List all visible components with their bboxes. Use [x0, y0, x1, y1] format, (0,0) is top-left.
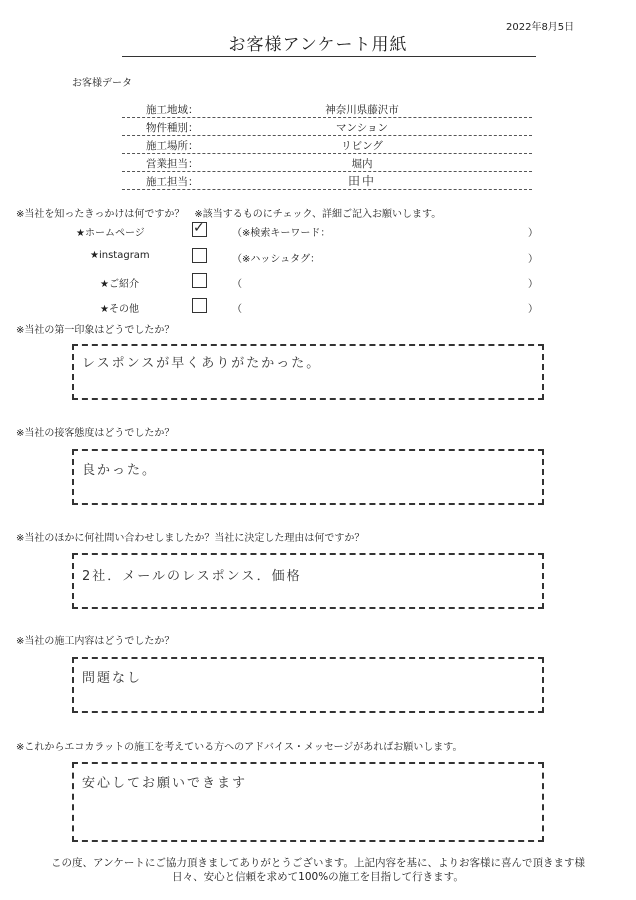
- paren-close: ）: [528, 228, 538, 239]
- customer-row-area: [122, 100, 532, 118]
- question-other-companies: ※当社のほかに何社問い合わせしましたか？当社に決定した理由は何ですか？: [16, 533, 365, 544]
- option-detail-other: （: [232, 304, 242, 315]
- question-construction: ※当社の施工内容はどうでしたか？: [16, 636, 175, 647]
- row-value: マンション: [335, 122, 389, 134]
- answer-box-advice[interactable]: [72, 762, 544, 842]
- checkbox-instagram[interactable]: [192, 248, 207, 263]
- option-label-homepage: ★ホームページ: [76, 228, 145, 239]
- customer-section-label: お客様データ: [72, 78, 132, 89]
- answer-box-first-impression[interactable]: [72, 344, 544, 400]
- page-title: お客様アンケート用紙: [228, 35, 408, 55]
- title-underline: [122, 56, 536, 57]
- row-value: リビング: [341, 140, 383, 152]
- answer-box-other-companies[interactable]: [72, 553, 544, 609]
- checkbox-homepage[interactable]: [192, 222, 207, 237]
- customer-row-place: [122, 136, 532, 154]
- row-key: 物件種別：: [146, 122, 199, 134]
- footer-line-2: 日々、安心と信頼を求めて100%の施工を目指して行きます。: [172, 871, 464, 883]
- row-value: 堀内: [351, 158, 373, 170]
- row-value: 神奈川県藤沢市: [325, 104, 399, 116]
- check-icon: ✓: [193, 220, 205, 236]
- option-detail-instagram: （※ハッシュタグ：: [232, 254, 321, 265]
- row-key: 施工地域：: [146, 104, 199, 116]
- checkbox-other[interactable]: [192, 298, 207, 313]
- question-service-attitude: ※当社の接客態度はどうでしたか？: [16, 428, 175, 439]
- answer-text: レスポンスが早くありがたかった。: [82, 356, 322, 371]
- row-key: 施工場所：: [146, 140, 199, 152]
- answer-text: 問題なし: [82, 671, 143, 686]
- row-key: 営業担当：: [146, 158, 199, 170]
- checkbox-referral[interactable]: [192, 273, 207, 288]
- option-label-instagram: ★instagram: [90, 250, 150, 261]
- customer-row-sales: [122, 154, 532, 172]
- answer-text: 2社．メールのレスポンス．価格: [82, 569, 302, 584]
- option-detail-homepage: （※検索キーワード：: [232, 228, 331, 239]
- answer-text: 良かった。: [82, 463, 158, 478]
- answer-box-construction[interactable]: [72, 657, 544, 713]
- row-value: 田中: [347, 174, 376, 188]
- footer-line-1: この度、アンケートにご協力頂きましてありがとうございます。上記内容を基に、よりお客様に喜んで頂きます様: [50, 857, 586, 869]
- customer-row-type: [122, 118, 532, 136]
- answer-text: 安心してお願いできます: [82, 776, 248, 791]
- paren-close: ）: [528, 254, 538, 265]
- paren-close: ）: [528, 279, 538, 290]
- question-advice: ※これからエコカラットの施工を考えている方へのアドバイス・メッセージがあればお願いします。: [16, 742, 463, 753]
- survey-date: 2022年8月5日: [506, 22, 575, 33]
- question-first-impression: ※当社の第一印象はどうでしたか？: [16, 325, 175, 336]
- customer-row-installer: [122, 172, 532, 190]
- question-source: ※当社を知ったきっかけは何ですか？ ※該当するものにチェック、詳細ご記入お願いします。: [16, 209, 442, 220]
- answer-box-service-attitude[interactable]: [72, 449, 544, 505]
- option-detail-referral: （: [232, 279, 242, 290]
- option-label-other: ★その他: [100, 304, 139, 315]
- row-key: 施工担当：: [146, 176, 199, 188]
- paren-close: ）: [528, 304, 538, 315]
- option-label-referral: ★ご紹介: [100, 279, 139, 290]
